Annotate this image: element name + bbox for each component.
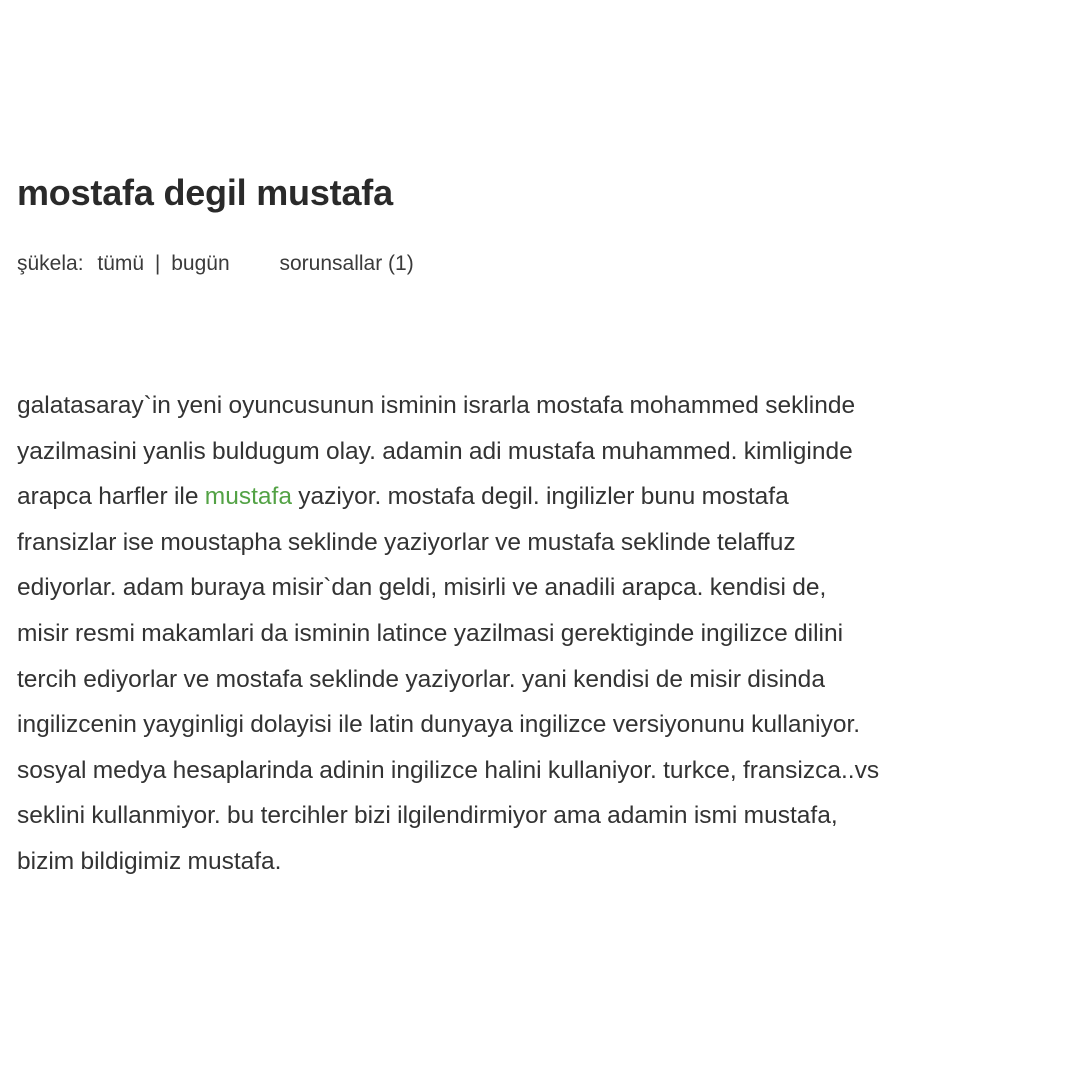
entry-line: tercih ediyorlar ve mostafa seklinde yaziyorlar. yani kendisi de misir disinda (17, 665, 825, 693)
entry-content (17, 383, 1057, 885)
topic-subnav (17, 252, 414, 276)
sorunsallar-link[interactable]: sorunsallar (1) (279, 252, 414, 275)
bkz-link-mustafa[interactable]: mustafa (204, 483, 292, 511)
entry-line: ingilizcenin yayginligi dolayisi ile latin dunyaya ingilizce versiyonunu kullaniyor. (17, 711, 861, 739)
entry-line: yazilmasini yanlis buldugum olay. adamin adi mustafa muhammed. kimliginde (17, 437, 853, 465)
sukela-label: şükela: (17, 252, 84, 275)
entry-line: seklini kullanmiyor. bu tercihler bizi ilgilendirmiyor ama adamin ismi mustafa, (17, 802, 838, 830)
entry-text: arapca harfler ile (17, 483, 205, 511)
topic-title[interactable]: mostafa degil mustafa (17, 172, 393, 213)
entry-text: yaziyor. mostafa degil. ingilizler bunu mostafa (291, 483, 789, 511)
filter-all-link[interactable]: tümü (97, 252, 145, 275)
entry-line: ediyorlar. adam buraya misir`dan geldi, misirli ve anadili arapca. kendisi de, (17, 574, 827, 602)
entry-line: galatasaray`in yeni oyuncusunun isminin israrla mostafa mohammed seklinde (17, 392, 856, 419)
filter-separator: | (154, 252, 161, 275)
entry-line: fransizlar ise moustapha seklinde yaziyorlar ve mustafa seklinde telaffuz (17, 528, 796, 556)
entry-line: misir resmi makamlari da isminin latince yazilmasi gerektiginde ingilizce dilini (17, 619, 844, 647)
filter-today-link[interactable]: bugün (171, 252, 230, 275)
entry-line (17, 474, 1057, 520)
entry-line: sosyal medya hesaplarinda adinin ingilizce halini kullaniyor. turkce, fransizca..vs (17, 756, 880, 784)
entry-line: bizim bildigimiz mustafa. (17, 847, 282, 875)
